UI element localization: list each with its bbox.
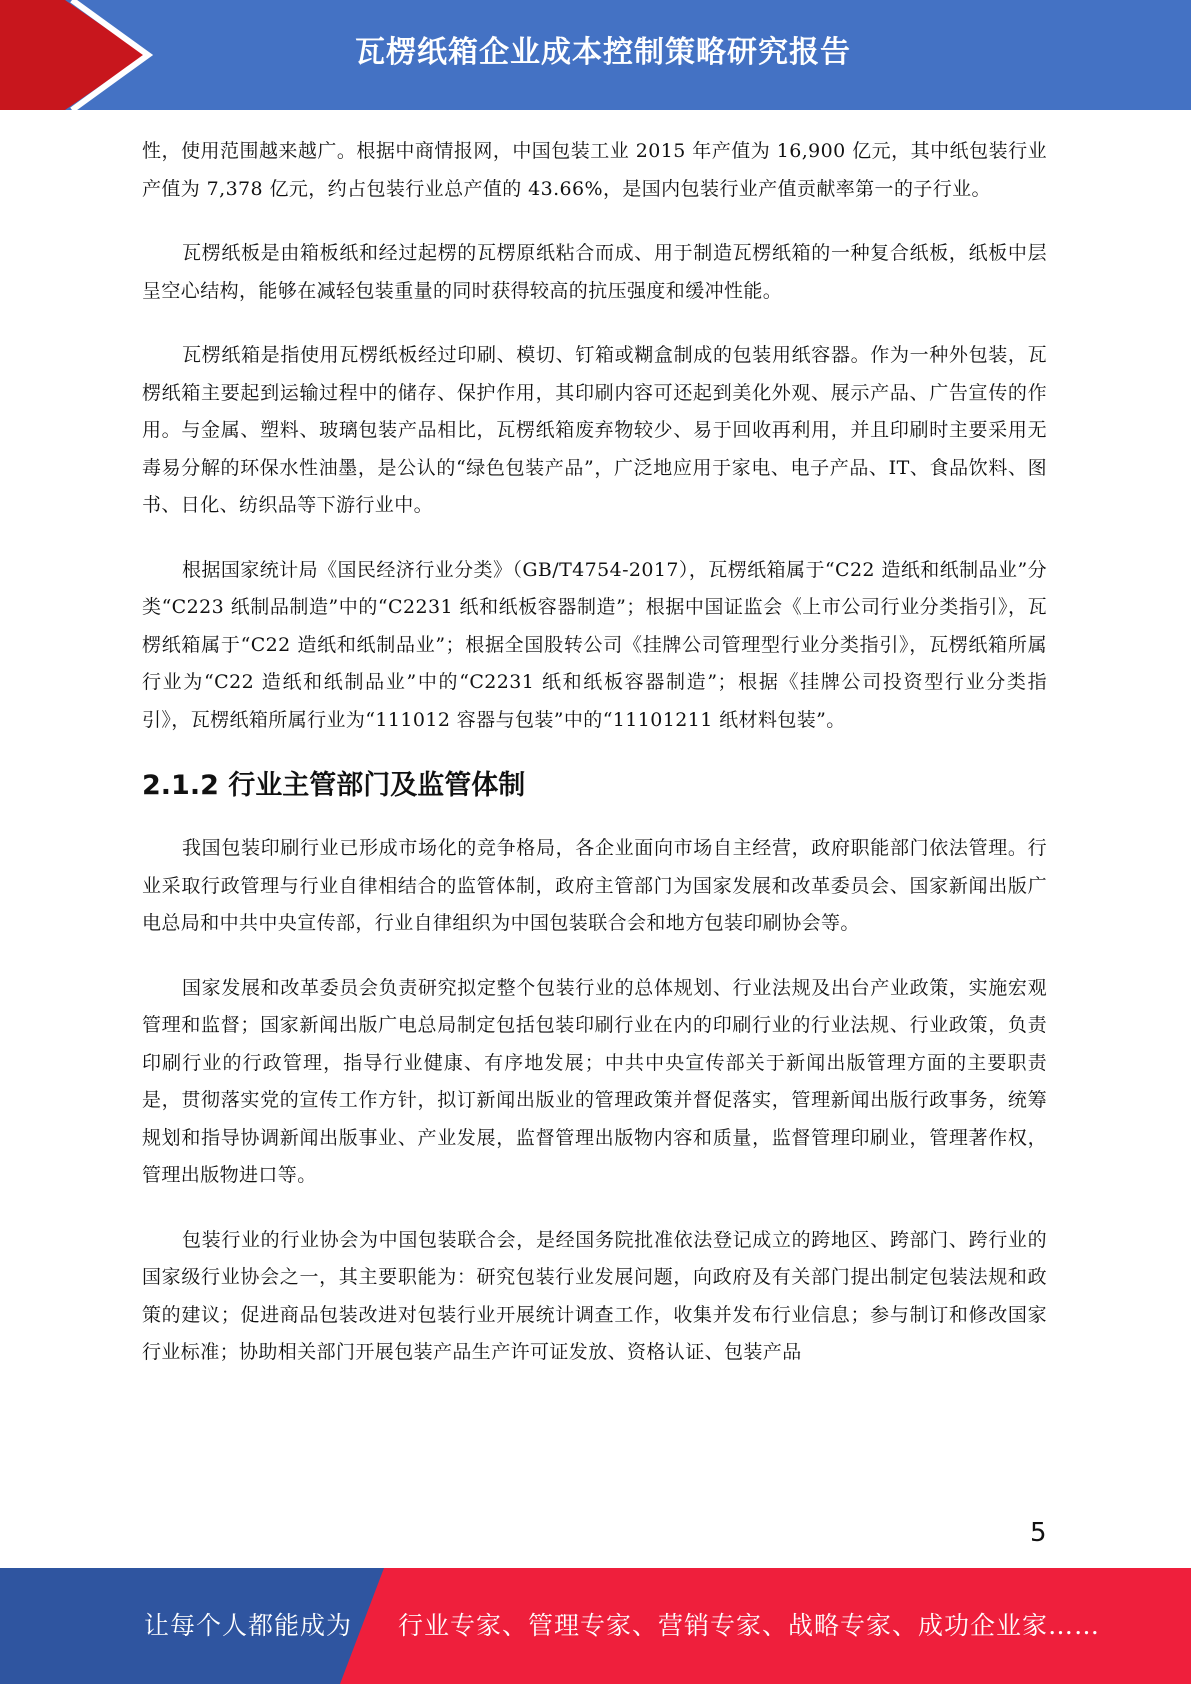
paragraph-1: 性，使用范围越来越广。根据中商情报网，中国包装工业 2015 年产值为 16,900 亿元，其中纸包装行业产值为 7,378 亿元，约占包装行业总产值的 43.66%，是国内包装行业产值贡献率第一的子行业。 (142, 140, 1047, 200)
page-footer-banner (0, 1568, 1191, 1684)
section-paragraph-2: 国家发展和改革委员会负责研究拟定整个包装行业的总体规划、行业法规及出台产业政策，实施宏观管理和监督；国家新闻出版广电总局制定包括包装印刷行业在内的印刷行业的行业法规、行业政策，负责印刷行业的行政管理，指导行业健康、有序地发展；中共中央宣传部关于新闻出版管理方面的主要职责是，贯彻落实党的宣传工作方针，拟订新闻出版业的管理政策并督促落实，管理新闻出版行政事务，统筹规划和指导协调新闻出版事业、产业发展，监督管理出版物内容和质量，监督管理印刷业，管理著作权，管理出版物进口等。 (142, 976, 1047, 1186)
paragraph-2: 瓦楞纸板是由箱板纸和经过起楞的瓦楞原纸粘合而成、用于制造瓦楞纸箱的一种复合纸板，纸板中层呈空心结构，能够在减轻包装重量的同时获得较高的抗压强度和缓冲性能。 (142, 242, 1047, 302)
paragraph-3: 瓦楞纸箱是指使用瓦楞纸板经过印刷、模切、钉箱或糊盒制成的包装用纸容器。作为一种外包装，瓦楞纸箱主要起到运输过程中的储存、保护作用，其印刷内容可还起到美化外观、展示产品、广告宣传的作用。与金属、塑料、玻璃包装产品相比，瓦楞纸箱废弃物较少、易于回收再利用，并且印刷时主要采用无毒易分解的环保水性油墨，是公认的“绿色包装产品”，广泛地应用于家电、电子产品、IT、食品饮料、图书、日化、纺织品等下游行业中。 (142, 344, 1047, 516)
section-paragraph-1: 我国包装印刷行业已形成市场化的竞争格局，各企业面向市场自主经营，政府职能部门依法管理。行业采取行政管理与行业自律相结合的监管体制，政府主管部门为国家发展和改革委员会、国家新闻出版广电总局和中共中央宣传部，行业自律组织为中国包装联合会和地方包装印刷协会等。 (142, 837, 1047, 934)
footer-slogan-left: 让每个人都能成为 (144, 1611, 353, 1640)
page-header-banner (0, 0, 1191, 110)
report-title: 瓦楞纸箱企业成本控制策略研究报告 (355, 35, 851, 70)
section-paragraph-3: 包装行业的行业协会为中国包装联合会，是经国务院批准依法登记成立的跨地区、跨部门、跨行业的国家级行业协会之一，其主要职能为：研究包装行业发展问题，向政府及有关部门提出制定包装法规和政策的建议；促进商品包装改进对包装行业开展统计调查工作，收集并发布行业信息；参与制订和修改国家行业标准；协助相关部门开展包装产品生产许可证发放、资格认证、包装产品 (142, 1228, 1047, 1363)
page-number: 5 (1030, 1518, 1047, 1548)
paragraph-4: 根据国家统计局《国民经济行业分类》（GB/T4754-2017），瓦楞纸箱属于“C22 造纸和纸制品业”分类“C223 纸制品制造”中的“C2231 纸和纸板容器制造”；根据中国证监会《上市公司行业分类指引》，瓦楞纸箱属于“C22 造纸和纸制品业”；根据全国股转公司《挂牌公司管理型行业分类指引》，瓦楞纸箱所属行业为“C22 造纸和纸制品业”中的“C2231 纸和纸板容器制造”；根据《挂牌公司投资型行业分类指引》，瓦楞纸箱所属行业为“111012 容器与包装”中的“11101211 纸材料包装”。 (142, 558, 1047, 731)
header-arrow-decoration (0, 0, 160, 110)
document-body (142, 133, 1047, 1399)
footer-slogan-right: 行业专家、管理专家、营销专家、战略专家、成功企业家…… (398, 1611, 1101, 1640)
section-heading: 2.1.2 行业主管部门及监管体制 (142, 770, 526, 801)
